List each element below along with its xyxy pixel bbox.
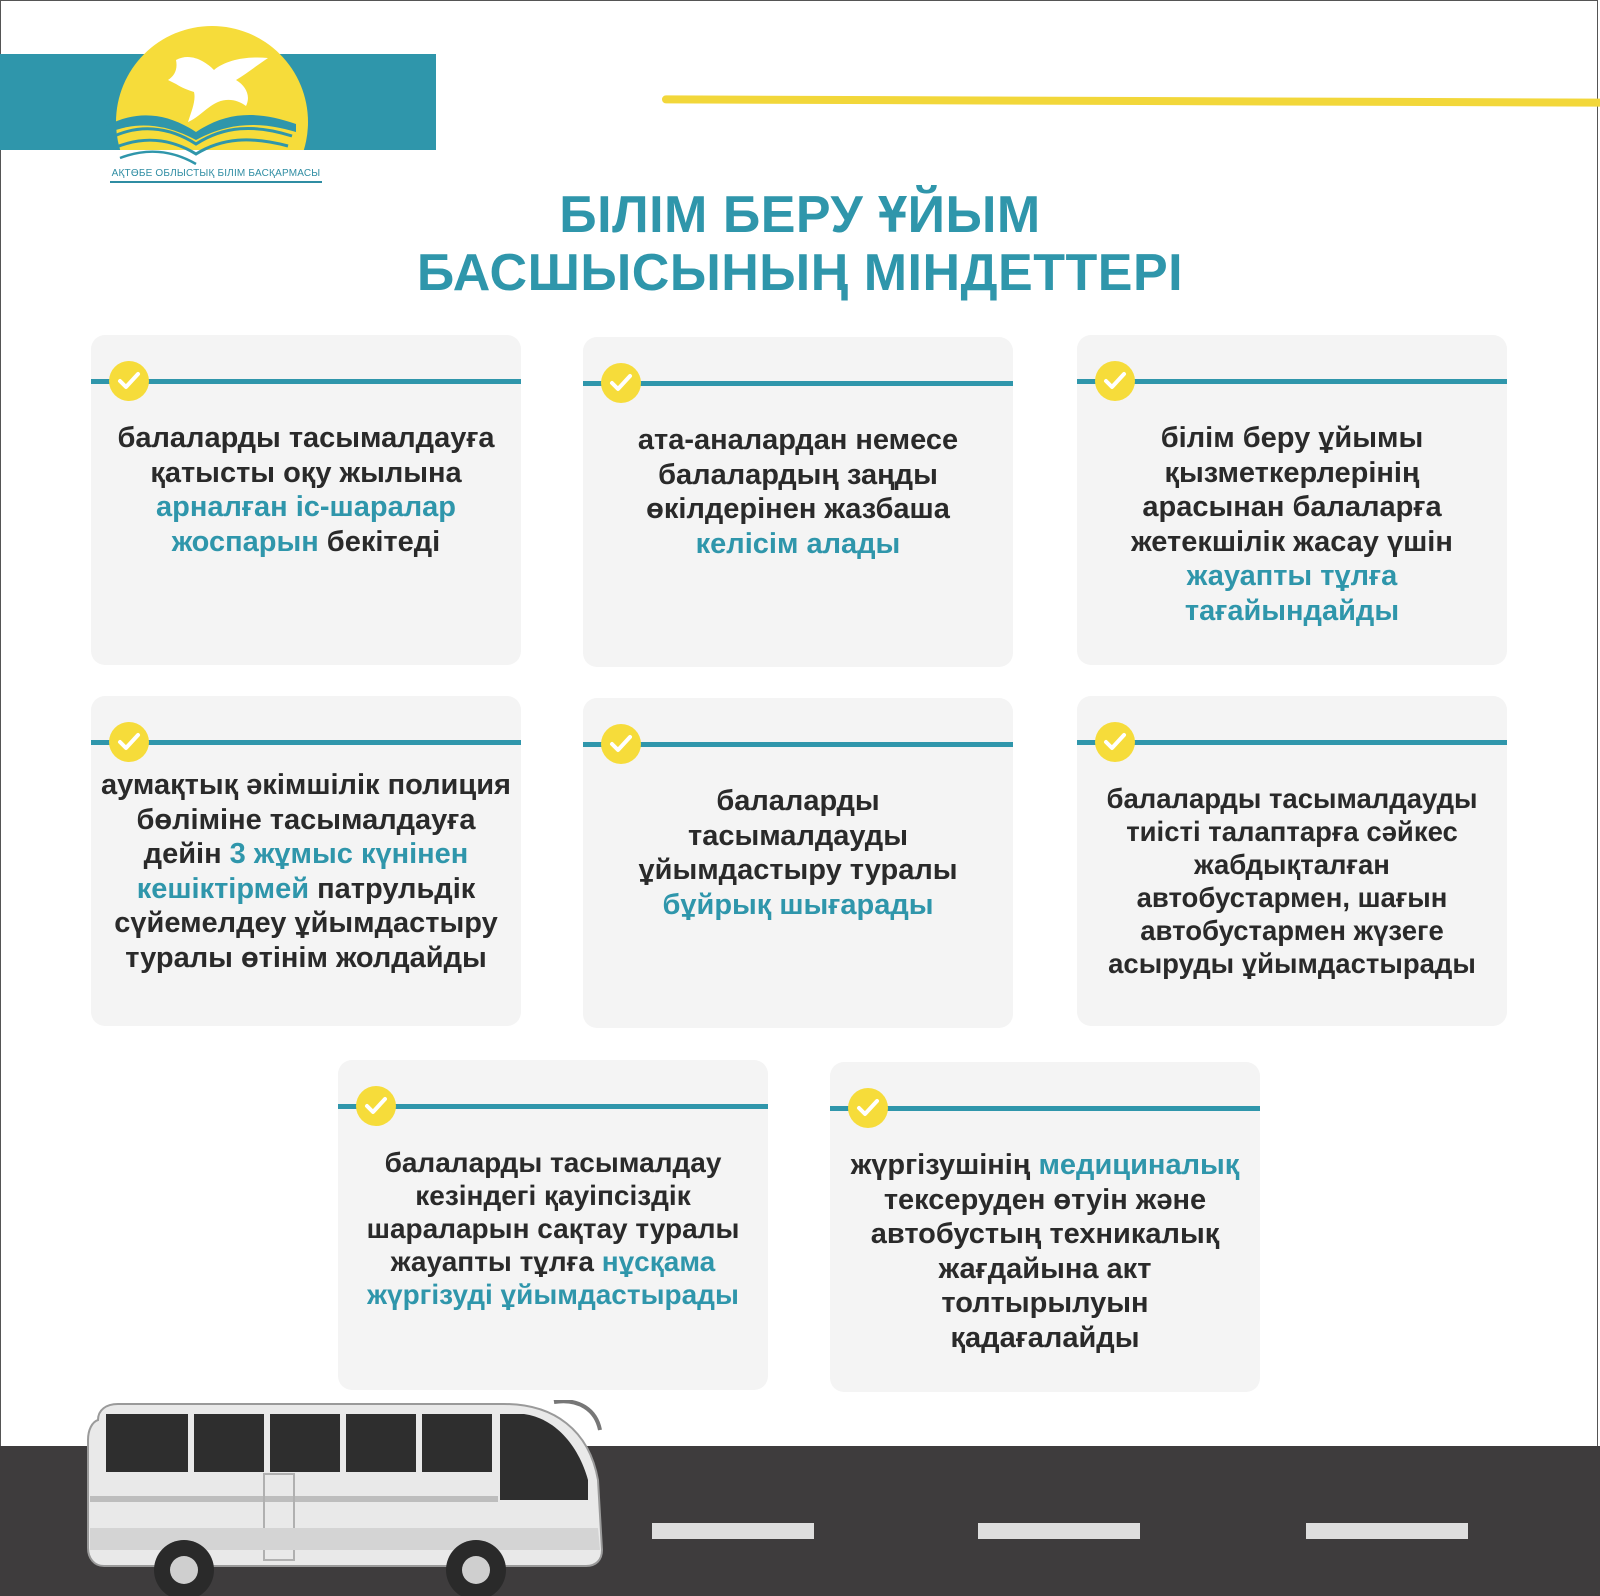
card-bar: [1077, 740, 1507, 745]
check-icon: [848, 1088, 888, 1128]
card-text: балаларды тасымалдауды ұйымдастыру туралы бұйрық шығарады: [638, 785, 958, 921]
card-bar: [91, 379, 521, 384]
check-icon: [109, 722, 149, 762]
card-text: аумақтық әкімшілік полиция бөліміне тасымалдауға дейін 3 жұмыс күнінен кешіктірмей патрульдік сүйемелдеу ұйымдастыру туралы өтінім жолдайды: [101, 769, 511, 974]
header-yellow-line: [662, 95, 1600, 106]
road-dash: [652, 1523, 814, 1539]
duty-card-5: [583, 698, 1013, 1028]
bus-illustration: [84, 1400, 614, 1596]
card-text: ата-аналардан немесе балалардың заңды өкілдерінен жазбаша келісім алады: [637, 424, 959, 560]
card-text: балаларды тасымалдауға қатысты оқу жылына арналған іс-шаралар жоспарын бекітеді: [117, 422, 495, 558]
logo-caption: АҚТӨБЕ ОБЛЫСТЫҚ БІЛІМ БАСҚАРМАСЫ: [110, 168, 322, 183]
check-icon: [1095, 722, 1135, 762]
road-dash: [978, 1523, 1140, 1539]
road-dash: [1306, 1523, 1468, 1539]
card-bar: [338, 1104, 768, 1109]
card-text: балаларды тасымалдауды тиісті талаптарға сәйкес жабдықталған автобустармен, шағын автобустармен жүзеге асыруды ұйымдастырады: [1106, 783, 1478, 979]
card-bar: [583, 742, 1013, 747]
card-text: білім беру ұйымы қызметкерлерінің арасынан балаларға жетекшілік жасау үшін жауапты тұлға тағайындайды: [1131, 422, 1453, 627]
card-bar: [583, 381, 1013, 386]
duty-card-8: [830, 1062, 1260, 1392]
duty-card-6: [1077, 696, 1507, 1026]
title-line-1: БІЛІМ БЕРУ ҰЙЫМ: [559, 186, 1041, 244]
card-bar: [830, 1106, 1260, 1111]
card-text: жүргізушінің медициналық тексеруден өтуін және автобустың техникалық жағдайына акт толтырылуын қадағалайды: [850, 1149, 1240, 1354]
check-icon: [1095, 361, 1135, 401]
check-icon: [601, 363, 641, 403]
duty-card-3: [1077, 335, 1507, 665]
card-bar: [1077, 379, 1507, 384]
check-icon: [601, 724, 641, 764]
duty-card-4: [91, 696, 521, 1026]
dove-book-icon: [96, 40, 316, 170]
card-text: балаларды тасымалдау кезіндегі қауіпсіздік шараларын сақтау туралы жауапты тұлға нұсқама жүргізуді ұйымдастырады: [366, 1147, 740, 1310]
check-icon: [109, 361, 149, 401]
duty-card-7: [338, 1060, 768, 1390]
title-line-2: БАСШЫСЫНЫҢ МІНДЕТТЕРІ: [416, 244, 1184, 302]
card-bar: [91, 740, 521, 745]
page-title: [300, 186, 1300, 302]
duty-card-2: [583, 337, 1013, 667]
duty-card-1: [91, 335, 521, 665]
check-icon: [356, 1086, 396, 1126]
